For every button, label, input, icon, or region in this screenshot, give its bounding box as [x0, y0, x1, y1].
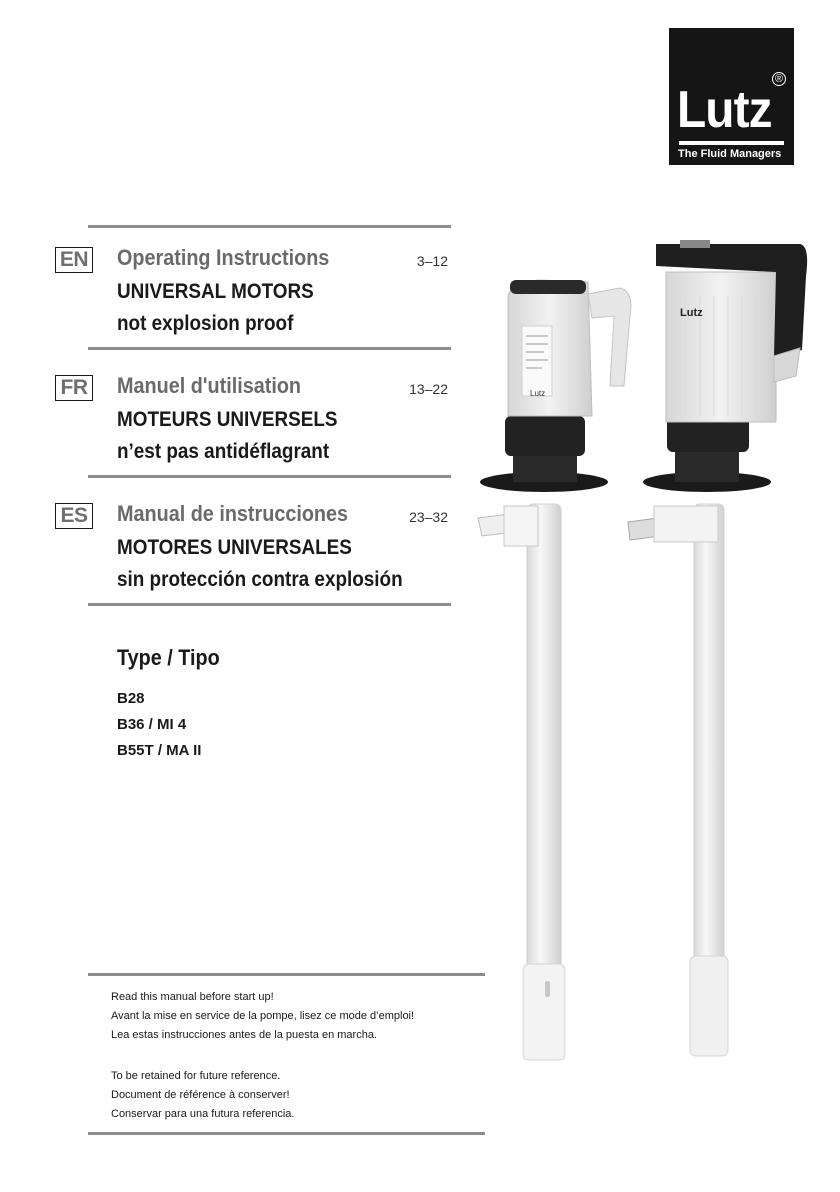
- page-range-en: 3–12: [416, 253, 448, 269]
- divider-es-end: [88, 603, 451, 606]
- subtitle-en-2: not explosion proof: [117, 312, 294, 335]
- pump-left-label: Lutz: [530, 389, 546, 398]
- divider-notes-top: [88, 973, 485, 976]
- model-b36: B36 / MI 4: [117, 716, 187, 733]
- logo-wordmark: Lutz: [677, 81, 772, 139]
- pump-left: [478, 280, 631, 1060]
- model-b28: B28: [117, 690, 145, 707]
- registered-mark: ®: [772, 72, 786, 86]
- subtitle-fr-1: MOTEURS UNIVERSELS: [117, 408, 338, 431]
- subtitle-fr-2: n’est pas antidéflagrant: [117, 440, 330, 463]
- logo-underline: [679, 141, 784, 145]
- section-title-en: Operating Instructions: [117, 245, 330, 270]
- drum-pumps-illustration: [470, 236, 840, 1066]
- note-read-es: Lea estas instrucciones antes de la puesta en marcha.: [111, 1029, 377, 1041]
- subtitle-es-2: sin protección contra explosión: [117, 568, 403, 591]
- page-range-fr: 13–22: [409, 381, 448, 397]
- lutz-logo: [669, 28, 794, 165]
- divider-fr-es: [88, 475, 451, 478]
- divider-top: [88, 225, 451, 228]
- lang-code-en: EN: [55, 247, 93, 273]
- divider-notes-bottom: [88, 1132, 485, 1135]
- page-range-es: 23–32: [409, 509, 448, 525]
- lang-code-fr: FR: [55, 375, 93, 401]
- type-heading: Type / Tipo: [117, 645, 220, 670]
- subtitle-en-1: UNIVERSAL MOTORS: [117, 280, 314, 303]
- subtitle-es-1: MOTORES UNIVERSALES: [117, 536, 352, 559]
- note-retain-en: To be retained for future reference.: [111, 1070, 281, 1082]
- pump-right-label: Lutz: [680, 307, 703, 319]
- pump-right: [628, 240, 807, 1056]
- section-title-fr: Manuel d'utilisation: [117, 373, 302, 398]
- note-read-fr: Avant la mise en service de la pompe, lisez ce mode d’emploi!: [111, 1010, 415, 1022]
- section-title-es: Manual de instrucciones: [117, 501, 349, 526]
- note-retain-fr: Document de référence à conserver!: [111, 1089, 290, 1101]
- model-b55t: B55T / MA II: [117, 742, 202, 759]
- divider-en-fr: [88, 347, 451, 350]
- note-read-en: Read this manual before start up!: [111, 991, 274, 1003]
- lang-code-es: ES: [55, 503, 93, 529]
- note-retain-es: Conservar para una futura referencia.: [111, 1108, 295, 1120]
- logo-tagline: The Fluid Managers: [678, 148, 782, 160]
